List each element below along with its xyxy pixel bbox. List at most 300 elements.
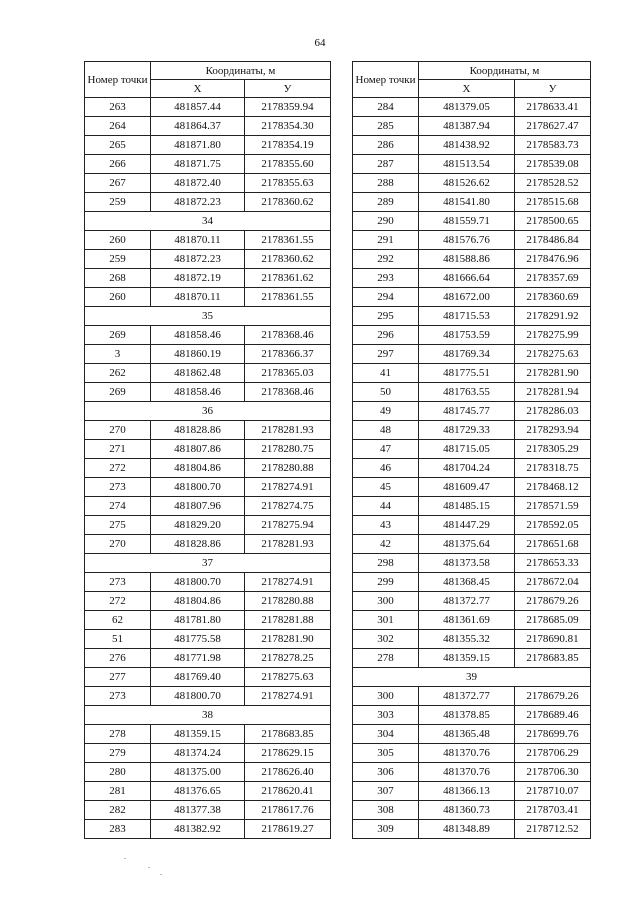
table-row xyxy=(353,516,591,535)
table-row xyxy=(85,231,331,250)
point-number-cell: 298 xyxy=(353,554,419,573)
table-row xyxy=(353,687,591,706)
point-number-cell: 265 xyxy=(85,136,151,155)
y-coordinate-cell: 2178360.69 xyxy=(515,288,591,307)
table-row xyxy=(353,174,591,193)
x-coordinate-cell: 481368.45 xyxy=(419,573,515,592)
table-row xyxy=(85,573,331,592)
x-coordinate-cell: 481800.70 xyxy=(151,478,245,497)
table-row xyxy=(353,554,591,573)
x-coordinate-cell: 481373.58 xyxy=(419,554,515,573)
point-number-cell: 288 xyxy=(353,174,419,193)
y-coordinate-cell: 2178291.92 xyxy=(515,307,591,326)
section-row xyxy=(85,554,331,573)
y-coordinate-cell: 2178354.19 xyxy=(245,136,331,155)
point-number-cell: 287 xyxy=(353,155,419,174)
x-coordinate-cell: 481872.19 xyxy=(151,269,245,288)
y-coordinate-cell: 2178683.85 xyxy=(245,725,331,744)
table-row xyxy=(353,611,591,630)
point-number-cell: 282 xyxy=(85,801,151,820)
x-coordinate-cell: 481387.94 xyxy=(419,117,515,136)
x-coordinate-cell: 481807.86 xyxy=(151,440,245,459)
table-row xyxy=(353,763,591,782)
table-row xyxy=(85,345,331,364)
point-number-cell: 262 xyxy=(85,364,151,383)
table-row xyxy=(353,250,591,269)
section-number: 35 xyxy=(85,307,331,326)
point-number-cell: 306 xyxy=(353,763,419,782)
point-number-cell: 278 xyxy=(85,725,151,744)
y-coordinate-cell: 2178627.47 xyxy=(515,117,591,136)
x-coordinate-cell: 481526.62 xyxy=(419,174,515,193)
table-row xyxy=(353,212,591,231)
table-row xyxy=(85,136,331,155)
y-coordinate-cell: 2178360.62 xyxy=(245,250,331,269)
y-coordinate-cell: 2178305.29 xyxy=(515,440,591,459)
y-coordinate-cell: 2178355.63 xyxy=(245,174,331,193)
section-row xyxy=(85,402,331,421)
point-number-cell: 47 xyxy=(353,440,419,459)
header-x: X xyxy=(419,80,515,98)
y-coordinate-cell: 2178274.91 xyxy=(245,687,331,706)
x-coordinate-cell: 481800.70 xyxy=(151,687,245,706)
y-coordinate-cell: 2178539.08 xyxy=(515,155,591,174)
section-row xyxy=(85,212,331,231)
point-number-cell: 295 xyxy=(353,307,419,326)
x-coordinate-cell: 481858.46 xyxy=(151,383,245,402)
header-y: У xyxy=(245,80,331,98)
y-coordinate-cell: 2178629.15 xyxy=(245,744,331,763)
section-number: 34 xyxy=(85,212,331,231)
point-number-cell: 270 xyxy=(85,421,151,440)
point-number-cell: 51 xyxy=(85,630,151,649)
x-coordinate-cell: 481804.86 xyxy=(151,592,245,611)
table-row xyxy=(85,611,331,630)
x-coordinate-cell: 481871.80 xyxy=(151,136,245,155)
y-coordinate-cell: 2178571.59 xyxy=(515,497,591,516)
y-coordinate-cell: 2178515.68 xyxy=(515,193,591,212)
x-coordinate-cell: 481372.77 xyxy=(419,687,515,706)
table-row xyxy=(85,592,331,611)
y-coordinate-cell: 2178275.94 xyxy=(245,516,331,535)
x-coordinate-cell: 481672.00 xyxy=(419,288,515,307)
x-coordinate-cell: 481370.76 xyxy=(419,744,515,763)
x-coordinate-cell: 481729.33 xyxy=(419,421,515,440)
x-coordinate-cell: 481377.38 xyxy=(151,801,245,820)
point-number-cell: 302 xyxy=(353,630,419,649)
x-coordinate-cell: 481862.48 xyxy=(151,364,245,383)
table-row xyxy=(353,459,591,478)
table-row xyxy=(85,326,331,345)
y-coordinate-cell: 2178359.94 xyxy=(245,98,331,117)
x-coordinate-cell: 481860.19 xyxy=(151,345,245,364)
point-number-cell: 62 xyxy=(85,611,151,630)
y-coordinate-cell: 2178281.93 xyxy=(245,535,331,554)
point-number-cell: 268 xyxy=(85,269,151,288)
point-number-cell: 3 xyxy=(85,345,151,364)
section-row xyxy=(353,668,591,687)
point-number-cell: 284 xyxy=(353,98,419,117)
table-row xyxy=(85,459,331,478)
header-coordinates: Координаты, м xyxy=(419,62,591,80)
x-coordinate-cell: 481800.70 xyxy=(151,573,245,592)
table-body xyxy=(85,98,331,839)
point-number-cell: 49 xyxy=(353,402,419,421)
y-coordinate-cell: 2178672.04 xyxy=(515,573,591,592)
table-row xyxy=(85,687,331,706)
point-number-cell: 43 xyxy=(353,516,419,535)
y-coordinate-cell: 2178653.33 xyxy=(515,554,591,573)
point-number-cell: 260 xyxy=(85,288,151,307)
x-coordinate-cell: 481541.80 xyxy=(419,193,515,212)
x-coordinate-cell: 481666.64 xyxy=(419,269,515,288)
table-row xyxy=(85,421,331,440)
header-point-number: Номер точки xyxy=(353,62,419,98)
y-coordinate-cell: 2178633.41 xyxy=(515,98,591,117)
x-coordinate-cell: 481366.13 xyxy=(419,782,515,801)
x-coordinate-cell: 481871.75 xyxy=(151,155,245,174)
point-number-cell: 266 xyxy=(85,155,151,174)
x-coordinate-cell: 481513.54 xyxy=(419,155,515,174)
point-number-cell: 305 xyxy=(353,744,419,763)
point-number-cell: 300 xyxy=(353,687,419,706)
y-coordinate-cell: 2178468.12 xyxy=(515,478,591,497)
y-coordinate-cell: 2178592.05 xyxy=(515,516,591,535)
point-number-cell: 272 xyxy=(85,459,151,478)
y-coordinate-cell: 2178278.25 xyxy=(245,649,331,668)
table-row xyxy=(353,573,591,592)
point-number-cell: 297 xyxy=(353,345,419,364)
y-coordinate-cell: 2178280.88 xyxy=(245,592,331,611)
y-coordinate-cell: 2178583.73 xyxy=(515,136,591,155)
x-coordinate-cell: 481753.59 xyxy=(419,326,515,345)
x-coordinate-cell: 481775.51 xyxy=(419,364,515,383)
x-coordinate-cell: 481360.73 xyxy=(419,801,515,820)
y-coordinate-cell: 2178286.03 xyxy=(515,402,591,421)
section-number: 36 xyxy=(85,402,331,421)
y-coordinate-cell: 2178365.03 xyxy=(245,364,331,383)
y-coordinate-cell: 2178712.52 xyxy=(515,820,591,839)
table-row xyxy=(85,820,331,839)
page-number: 64 xyxy=(314,37,326,49)
x-coordinate-cell: 481872.23 xyxy=(151,193,245,212)
x-coordinate-cell: 481485.15 xyxy=(419,497,515,516)
x-coordinate-cell: 481807.96 xyxy=(151,497,245,516)
table-row xyxy=(353,478,591,497)
y-coordinate-cell: 2178619.27 xyxy=(245,820,331,839)
point-number-cell: 48 xyxy=(353,421,419,440)
x-coordinate-cell: 481375.00 xyxy=(151,763,245,782)
table-row xyxy=(353,307,591,326)
table-row xyxy=(353,402,591,421)
table-row xyxy=(353,231,591,250)
y-coordinate-cell: 2178361.62 xyxy=(245,269,331,288)
y-coordinate-cell: 2178281.90 xyxy=(515,364,591,383)
point-number-cell: 286 xyxy=(353,136,419,155)
point-number-cell: 274 xyxy=(85,497,151,516)
point-number-cell: 296 xyxy=(353,326,419,345)
point-number-cell: 279 xyxy=(85,744,151,763)
point-number-cell: 300 xyxy=(353,592,419,611)
x-coordinate-cell: 481781.80 xyxy=(151,611,245,630)
y-coordinate-cell: 2178706.30 xyxy=(515,763,591,782)
y-coordinate-cell: 2178275.63 xyxy=(515,345,591,364)
point-number-cell: 270 xyxy=(85,535,151,554)
point-number-cell: 273 xyxy=(85,573,151,592)
section-number: 37 xyxy=(85,554,331,573)
table-row xyxy=(353,649,591,668)
table-row xyxy=(353,497,591,516)
point-number-cell: 275 xyxy=(85,516,151,535)
scan-speck xyxy=(124,858,126,859)
point-number-cell: 259 xyxy=(85,250,151,269)
y-coordinate-cell: 2178281.93 xyxy=(245,421,331,440)
y-coordinate-cell: 2178703.41 xyxy=(515,801,591,820)
x-coordinate-cell: 481359.15 xyxy=(419,649,515,668)
point-number-cell: 303 xyxy=(353,706,419,725)
point-number-cell: 280 xyxy=(85,763,151,782)
y-coordinate-cell: 2178651.68 xyxy=(515,535,591,554)
table-row xyxy=(353,288,591,307)
y-coordinate-cell: 2178281.88 xyxy=(245,611,331,630)
x-coordinate-cell: 481374.24 xyxy=(151,744,245,763)
table-row xyxy=(85,288,331,307)
point-number-cell: 46 xyxy=(353,459,419,478)
table-row xyxy=(353,269,591,288)
y-coordinate-cell: 2178500.65 xyxy=(515,212,591,231)
x-coordinate-cell: 481872.23 xyxy=(151,250,245,269)
table-row xyxy=(85,801,331,820)
x-coordinate-cell: 481769.40 xyxy=(151,668,245,687)
point-number-cell: 259 xyxy=(85,193,151,212)
y-coordinate-cell: 2178275.99 xyxy=(515,326,591,345)
point-number-cell: 291 xyxy=(353,231,419,250)
table-row xyxy=(85,98,331,117)
point-number-cell: 269 xyxy=(85,326,151,345)
table-row xyxy=(85,193,331,212)
table-row xyxy=(353,706,591,725)
y-coordinate-cell: 2178366.37 xyxy=(245,345,331,364)
y-coordinate-cell: 2178355.60 xyxy=(245,155,331,174)
x-coordinate-cell: 481559.71 xyxy=(419,212,515,231)
point-number-cell: 281 xyxy=(85,782,151,801)
point-number-cell: 294 xyxy=(353,288,419,307)
y-coordinate-cell: 2178357.69 xyxy=(515,269,591,288)
y-coordinate-cell: 2178360.62 xyxy=(245,193,331,212)
x-coordinate-cell: 481704.24 xyxy=(419,459,515,478)
coordinates-table-right xyxy=(352,61,591,839)
y-coordinate-cell: 2178710.07 xyxy=(515,782,591,801)
table-row xyxy=(85,174,331,193)
header-y: У xyxy=(515,80,591,98)
point-number-cell: 263 xyxy=(85,98,151,117)
x-coordinate-cell: 481609.47 xyxy=(419,478,515,497)
table-row xyxy=(85,269,331,288)
y-coordinate-cell: 2178368.46 xyxy=(245,383,331,402)
table-row xyxy=(353,364,591,383)
y-coordinate-cell: 2178689.46 xyxy=(515,706,591,725)
y-coordinate-cell: 2178476.96 xyxy=(515,250,591,269)
point-number-cell: 272 xyxy=(85,592,151,611)
point-number-cell: 267 xyxy=(85,174,151,193)
table-row xyxy=(353,117,591,136)
table-row xyxy=(85,649,331,668)
table-row xyxy=(353,383,591,402)
point-number-cell: 45 xyxy=(353,478,419,497)
point-number-cell: 292 xyxy=(353,250,419,269)
table-row xyxy=(85,744,331,763)
y-coordinate-cell: 2178368.46 xyxy=(245,326,331,345)
y-coordinate-cell: 2178690.81 xyxy=(515,630,591,649)
x-coordinate-cell: 481715.53 xyxy=(419,307,515,326)
x-coordinate-cell: 481864.37 xyxy=(151,117,245,136)
y-coordinate-cell: 2178318.75 xyxy=(515,459,591,478)
x-coordinate-cell: 481870.11 xyxy=(151,231,245,250)
x-coordinate-cell: 481348.89 xyxy=(419,820,515,839)
table-row xyxy=(85,383,331,402)
x-coordinate-cell: 481745.77 xyxy=(419,402,515,421)
point-number-cell: 41 xyxy=(353,364,419,383)
x-coordinate-cell: 481804.86 xyxy=(151,459,245,478)
section-number: 39 xyxy=(353,668,591,687)
x-coordinate-cell: 481447.29 xyxy=(419,516,515,535)
point-number-cell: 278 xyxy=(353,649,419,668)
y-coordinate-cell: 2178274.91 xyxy=(245,478,331,497)
header-point-number: Номер точки xyxy=(85,62,151,98)
point-number-cell: 264 xyxy=(85,117,151,136)
point-number-cell: 271 xyxy=(85,440,151,459)
section-row xyxy=(85,307,331,326)
x-coordinate-cell: 481857.44 xyxy=(151,98,245,117)
x-coordinate-cell: 481359.15 xyxy=(151,725,245,744)
y-coordinate-cell: 2178275.63 xyxy=(245,668,331,687)
y-coordinate-cell: 2178274.91 xyxy=(245,573,331,592)
y-coordinate-cell: 2178683.85 xyxy=(515,649,591,668)
x-coordinate-cell: 481378.85 xyxy=(419,706,515,725)
point-number-cell: 269 xyxy=(85,383,151,402)
table-row xyxy=(85,117,331,136)
point-number-cell: 301 xyxy=(353,611,419,630)
y-coordinate-cell: 2178626.40 xyxy=(245,763,331,782)
table-row xyxy=(353,592,591,611)
y-coordinate-cell: 2178280.75 xyxy=(245,440,331,459)
x-coordinate-cell: 481576.76 xyxy=(419,231,515,250)
coordinates-table-left xyxy=(84,61,331,839)
x-coordinate-cell: 481828.86 xyxy=(151,535,245,554)
table-row xyxy=(353,326,591,345)
point-number-cell: 304 xyxy=(353,725,419,744)
table-row xyxy=(353,535,591,554)
point-number-cell: 276 xyxy=(85,649,151,668)
x-coordinate-cell: 481365.48 xyxy=(419,725,515,744)
x-coordinate-cell: 481376.65 xyxy=(151,782,245,801)
table-row xyxy=(85,630,331,649)
point-number-cell: 260 xyxy=(85,231,151,250)
table-row xyxy=(353,193,591,212)
y-coordinate-cell: 2178361.55 xyxy=(245,288,331,307)
x-coordinate-cell: 481361.69 xyxy=(419,611,515,630)
y-coordinate-cell: 2178679.26 xyxy=(515,592,591,611)
y-coordinate-cell: 2178706.29 xyxy=(515,744,591,763)
y-coordinate-cell: 2178685.09 xyxy=(515,611,591,630)
point-number-cell: 42 xyxy=(353,535,419,554)
y-coordinate-cell: 2178361.55 xyxy=(245,231,331,250)
x-coordinate-cell: 481771.98 xyxy=(151,649,245,668)
table-row xyxy=(353,725,591,744)
table-row xyxy=(85,364,331,383)
header-x: X xyxy=(151,80,245,98)
table-row xyxy=(85,516,331,535)
table-row xyxy=(353,98,591,117)
point-number-cell: 309 xyxy=(353,820,419,839)
y-coordinate-cell: 2178354.30 xyxy=(245,117,331,136)
table-row xyxy=(353,345,591,364)
table-row xyxy=(353,782,591,801)
y-coordinate-cell: 2178620.41 xyxy=(245,782,331,801)
scan-speck xyxy=(160,874,162,875)
y-coordinate-cell: 2178699.76 xyxy=(515,725,591,744)
point-number-cell: 283 xyxy=(85,820,151,839)
x-coordinate-cell: 481872.40 xyxy=(151,174,245,193)
point-number-cell: 277 xyxy=(85,668,151,687)
x-coordinate-cell: 481375.64 xyxy=(419,535,515,554)
point-number-cell: 299 xyxy=(353,573,419,592)
point-number-cell: 44 xyxy=(353,497,419,516)
table-row xyxy=(353,440,591,459)
table-row xyxy=(353,630,591,649)
x-coordinate-cell: 481828.86 xyxy=(151,421,245,440)
table-row xyxy=(353,421,591,440)
x-coordinate-cell: 481769.34 xyxy=(419,345,515,364)
y-coordinate-cell: 2178281.94 xyxy=(515,383,591,402)
x-coordinate-cell: 481715.05 xyxy=(419,440,515,459)
x-coordinate-cell: 481870.11 xyxy=(151,288,245,307)
y-coordinate-cell: 2178528.52 xyxy=(515,174,591,193)
table-row xyxy=(85,440,331,459)
point-number-cell: 285 xyxy=(353,117,419,136)
point-number-cell: 293 xyxy=(353,269,419,288)
section-row xyxy=(85,706,331,725)
y-coordinate-cell: 2178293.94 xyxy=(515,421,591,440)
table-row xyxy=(85,250,331,269)
x-coordinate-cell: 481370.76 xyxy=(419,763,515,782)
x-coordinate-cell: 481438.92 xyxy=(419,136,515,155)
y-coordinate-cell: 2178486.84 xyxy=(515,231,591,250)
y-coordinate-cell: 2178280.88 xyxy=(245,459,331,478)
point-number-cell: 308 xyxy=(353,801,419,820)
table-row xyxy=(353,801,591,820)
x-coordinate-cell: 481382.92 xyxy=(151,820,245,839)
y-coordinate-cell: 2178281.90 xyxy=(245,630,331,649)
table-row xyxy=(85,478,331,497)
table-row xyxy=(85,668,331,687)
table-row xyxy=(353,136,591,155)
table-row xyxy=(353,155,591,174)
x-coordinate-cell: 481372.77 xyxy=(419,592,515,611)
point-number-cell: 50 xyxy=(353,383,419,402)
x-coordinate-cell: 481588.86 xyxy=(419,250,515,269)
point-number-cell: 290 xyxy=(353,212,419,231)
x-coordinate-cell: 481379.05 xyxy=(419,98,515,117)
table-row xyxy=(85,155,331,174)
point-number-cell: 273 xyxy=(85,478,151,497)
table-body xyxy=(353,98,591,839)
header-coordinates: Координаты, м xyxy=(151,62,331,80)
point-number-cell: 289 xyxy=(353,193,419,212)
x-coordinate-cell: 481763.55 xyxy=(419,383,515,402)
scan-speck xyxy=(148,867,150,868)
y-coordinate-cell: 2178274.75 xyxy=(245,497,331,516)
